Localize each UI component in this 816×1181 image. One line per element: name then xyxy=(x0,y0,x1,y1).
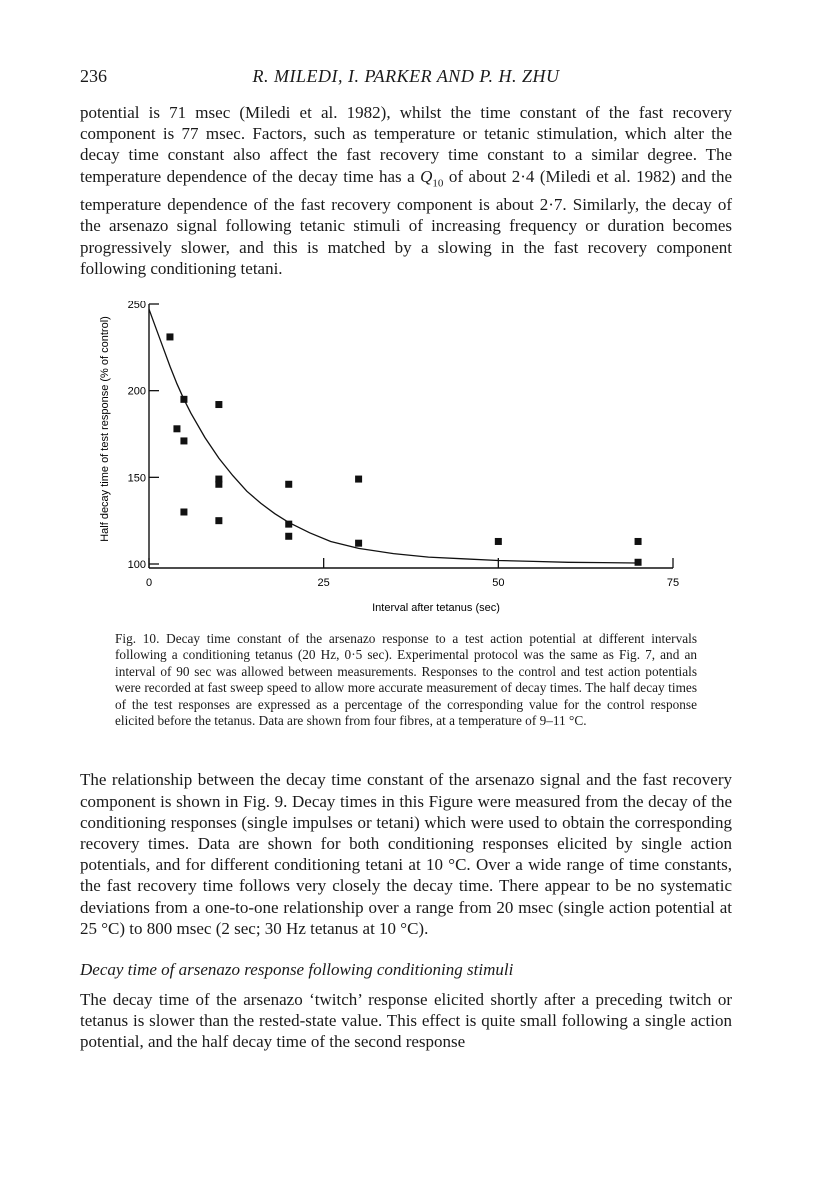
figure-10 xyxy=(80,301,732,619)
data-point xyxy=(285,481,292,488)
data-point xyxy=(215,401,222,408)
paragraph-3: The decay time of the arsenazo ‘twitch’ response elicited shortly after a preceding twitch or tetanus is slower than the rested-state value. This effect is quite small following a single action potential, and the half decay time of the second response xyxy=(80,990,732,1052)
section-heading: Decay time of arsenazo response following conditioning stimuli xyxy=(80,960,514,980)
data-point xyxy=(355,476,362,483)
data-point xyxy=(215,481,222,488)
x-tick-label: 0 xyxy=(145,577,153,590)
q-subscript: 10 xyxy=(432,177,444,189)
paragraph-1-part-b: of about 2·4 (Miledi et al. 1982) and the temperature dependence of the fast recovery component is about 2·7. Similarly, the decay of the arsenazo signal following tetanic stimuli of increasing frequency or duration becomes progressively slower, and this is matched by a slowing in the fast recovery component following conditioning tetani. xyxy=(80,166,732,278)
y-axis-label: Half decay time of test response (% of control) xyxy=(99,316,111,542)
data-point xyxy=(285,533,292,540)
data-point xyxy=(635,559,642,566)
data-point xyxy=(285,521,292,528)
y-tick-label: 150 xyxy=(127,472,146,485)
data-point xyxy=(173,425,180,432)
page-content xyxy=(80,64,732,1053)
running-head: R. MILEDI, I. PARKER AND P. H. ZHU xyxy=(252,66,560,86)
y-tick-label: 250 xyxy=(127,301,146,312)
y-tick-label: 200 xyxy=(127,385,146,398)
figure-caption: Fig. 10. Decay time constant of the arsenazo response to a test action potential at different intervals following a conditioning tetanus (20 Hz, 0·5 sec). Experimental protocol was the same as Fig. 7, and an interval of 90 sec was allowed between measurements. Responses to the control and test action potentials were recorded at fast sweep speed to allow more accurate measurement of decay times. The half decay times of the test responses are expressed as a percentage of the corresponding value for the control response elicited before the tetanus. Data are shown from four fibres, at a temperature of 9–11 °C. xyxy=(115,631,697,729)
paragraph-1 xyxy=(80,102,732,279)
paragraph-2: The relationship between the decay time constant of the arsenazo signal and the fast recovery component is shown in Fig. 9. Decay times in this Figure were measured from the decay of the conditioning responses (single impulses or tetani) which were used to obtain the corresponding recovery times. Data are shown for both conditioning responses elicited by single action potentials, and for different conditioning tetani at 10 °C. Over a wide range of time constants, the fast recovery time follows very closely the decay time. There appear to be no systematic deviations from a one-to-one relationship over a range from 20 msec (single action potential at 25 °C) to 800 msec (2 sec; 30 Hz tetanus at 10 °C). xyxy=(80,770,732,938)
data-point xyxy=(495,538,502,545)
x-axis-label: Interval after tetanus (sec) xyxy=(372,602,500,615)
data-point xyxy=(180,509,187,516)
paragraph-1-part-a: potential is 71 msec (Miledi et al. 1982), whilst the time constant of the fast recovery component is 77 msec. Factors, such as temperature or tetanic stimulation, which alter the decay time constant also affect the fast recovery time constant to a similar degree. The temperature dependence of the decay time has a xyxy=(80,103,732,186)
data-point xyxy=(180,396,187,403)
decay-time-chart xyxy=(0,301,816,619)
x-tick-label: 25 xyxy=(317,577,330,590)
data-point xyxy=(180,437,187,444)
page-header xyxy=(80,64,732,94)
data-point xyxy=(355,540,362,547)
y-tick-label: 100 xyxy=(127,559,146,572)
x-tick-label: 50 xyxy=(492,577,505,590)
fit-curve xyxy=(149,309,638,563)
page-number: 236 xyxy=(80,66,107,86)
data-point xyxy=(166,333,173,340)
data-point xyxy=(215,517,222,524)
x-tick-label: 75 xyxy=(666,577,680,590)
q-symbol: Q xyxy=(420,166,433,186)
data-points xyxy=(166,333,641,565)
data-point xyxy=(635,538,642,545)
